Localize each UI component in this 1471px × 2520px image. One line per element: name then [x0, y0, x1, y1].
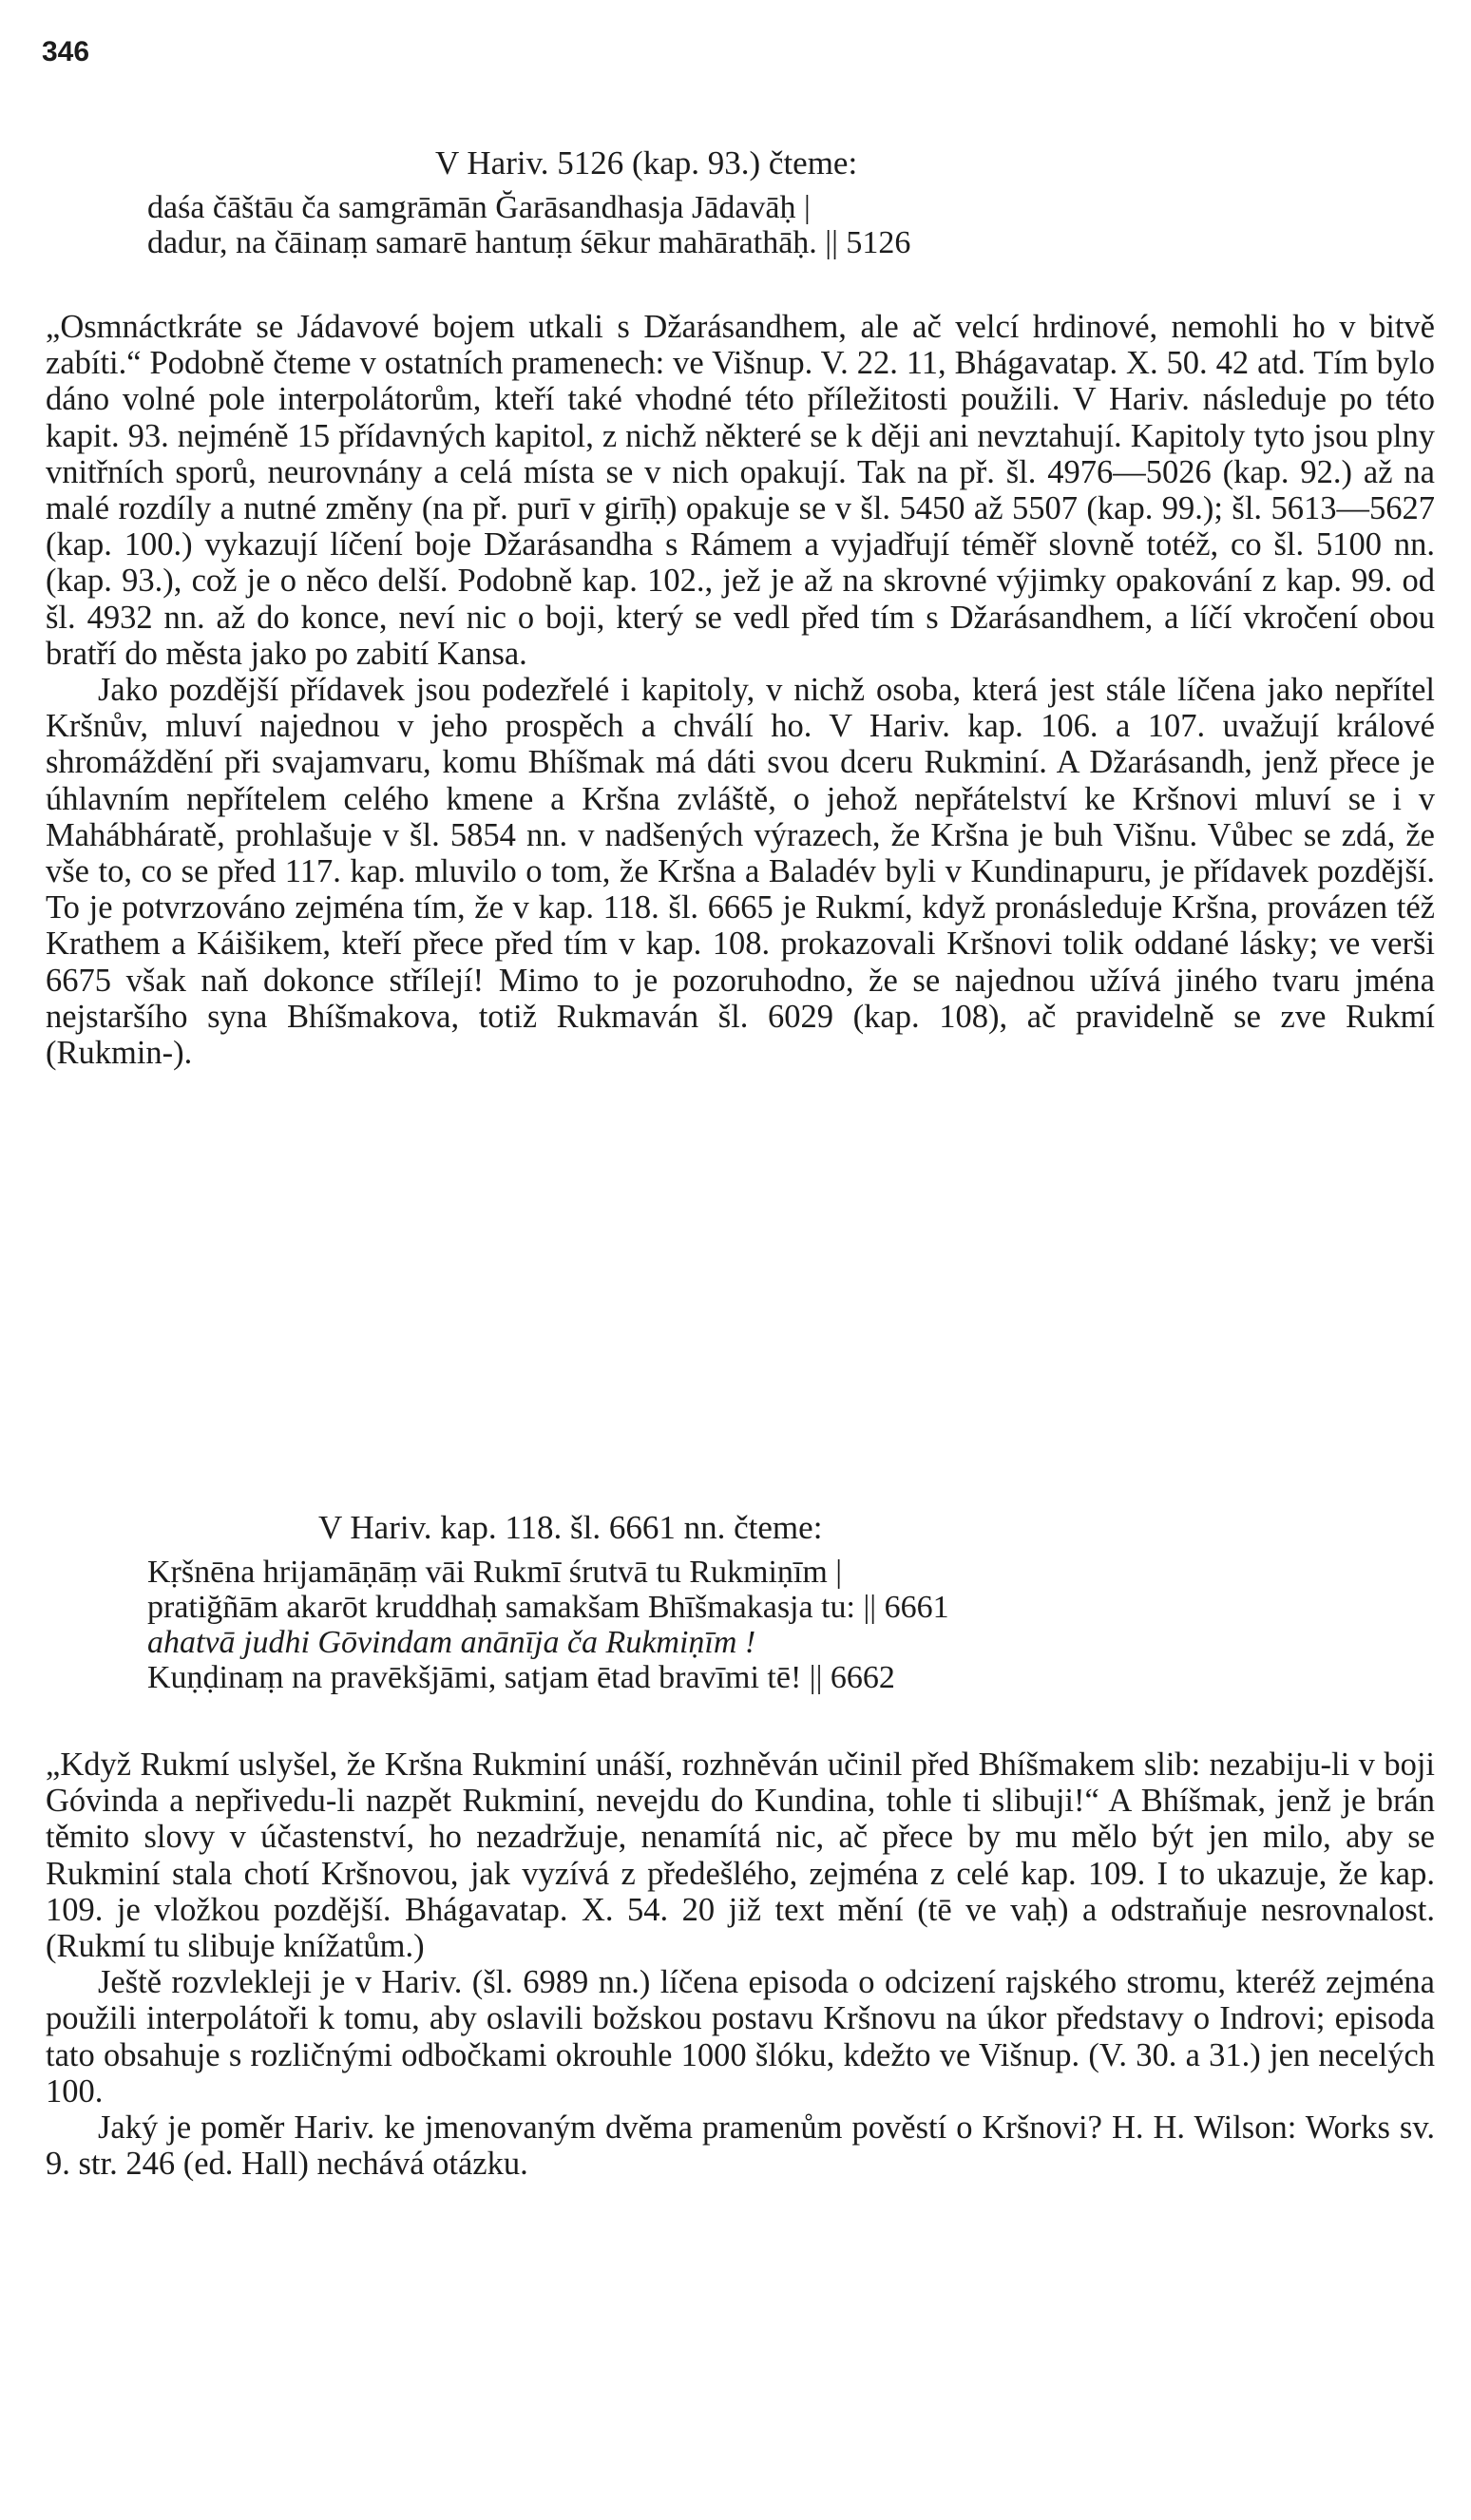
paragraph: Jako pozdější přídavek jsou podezřelé i kapitoly, v nichž osoba, která jest stále líčena jako nepřítel Kršnův, mluví najednou v jeho prospěch a chválí ho. V Hariv. kap. 106. a 107. uvažují králové shromáždění při svajamvaru, komu Bhíšmak má dáti svou dceru Rukminí. A Džarásandh, jenž přece je úhlavním nepřítelem celého kmene a Kršna zvláště, o jehož nepřátelství ke Kršnovi mluví se i v Mahábháratě, prohlašuje v šl. 5854 nn. v nadšených výrazech, že Kršna je buh Višnu. Vůbec se zdá, že vše to, co se před 117. kap. mluvilo o tom, že Kršna a Baladév byli v Kundinapuru, je přídavek pozdější. To je potvrzováno zejména tím, že v kap. 118. šl. 6665 je Rukmí, když pronásleduje Kršna, provázen též Krathem a Káišikem, kteří přece před tím v kap. 108. prokazovali Kršnovi tolik oddané lásky; ve verši 6675 však naň dokonce střílejí! Mimo to je pozoruhodno, že se najednou užívá jiného tvaru jména nejstaršího syna Bhíšmakova, totiž Rukmaván šl. 6029 (kap. 108), ač pravidelně se zve Rukmí (Rukmin-).: [46, 672, 1435, 1072]
verse-line: Kṛšnēna hrijamāṇāṃ vāi Rukmī śrutvā tu Rukmiṇīm |: [147, 1555, 843, 1590]
verse-block-1: [147, 190, 1411, 260]
verse-line: ahatvā judhi Gōvindam anānīja ča Rukmiṇīm !: [147, 1625, 756, 1660]
page-number: 346: [42, 36, 90, 67]
paragraph-block-1: [46, 309, 1435, 1071]
paragraph: „Osmnáctkráte se Jádavové bojem utkali s Džarásandhem, ale ač velcí hrdinové, nemohli ho v bitvě zabíti.“ Podobně čteme v ostatních pramenech: ve Višnup. V. 22. 11, Bhágavatap. X. 50. 42 atd. Tím bylo dáno volné pole interpolátorům, kteří také vhodné této příležitosti použili. V Hariv. následuje po této kapit. 93. nejméně 15 přídavných kapitol, z nichž některé se k ději ani nevztahují. Kapitoly tyto jsou plny vnitřních sporů, neurovnány a celá místa se v nich opakují. Tak na př. šl. 4976—5026 (kap. 92.) až na malé rozdíly a nutné změny (na př. purī v girīḥ) opakuje se v šl. 5450 až 5507 (kap. 99.); šl. 5613—5627 (kap. 100.) vykazují líčení boje Džarásandha s Rámem a vyjadřují téměř slovně totéž, co šl. 5100 nn. (kap. 93.), což je o něco delší. Podobně kap. 102., jež je až na skrovné výjimky opakování z kap. 99. od šl. 4932 nn. až do konce, neví nic o boji, který se vedl před tím s Džarásandhem, a líčí vkročení obou bratří do města jako po zabití Kansa.: [46, 309, 1435, 672]
verse-line: Kuṇḍinaṃ na pravēkšjāmi, satjam ētad bravīmi tē! || 6662: [147, 1660, 895, 1695]
paragraph: Jaký je poměr Hariv. ke jmenovaným dvěma pramenům pověstí o Kršnovi? H. H. Wilson: Works sv. 9. str. 246 (ed. Hall) nechává otázku.: [46, 2110, 1435, 2183]
verse-block-2: [147, 1555, 1411, 1695]
section-heading-2: V Hariv. kap. 118. šl. 6661 nn. čteme:: [318, 1509, 823, 1546]
paragraph: Ještě rozvlekleji je v Hariv. (šl. 6989 nn.) líčena episoda o odcizení rajského stromu, kteréž zejména použili interpolátoři k tomu, aby oslavili božskou postavu Kršnovu na úkor představy o Indrovi; episoda tato obsahuje s rozličnými odbočkami okrouhle 1000 šlóku, kdežto ve Višnup. (V. 30. a 31.) jen necelých 100.: [46, 1964, 1435, 2110]
section-heading-1: V Hariv. 5126 (kap. 93.) čteme:: [435, 144, 858, 181]
verse-line: dadur, na čāinaṃ samarē hantuṃ śēkur mahārathāḥ. || 5126: [147, 225, 911, 260]
paragraph-block-2: [46, 1747, 1435, 2182]
verse-line: daśa čāštāu ča samgrāmān Ğarāsandhasja Jādavāḥ |: [147, 190, 811, 225]
paragraph: „Když Rukmí uslyšel, že Kršna Rukminí unáší, rozhněván učinil před Bhíšmakem slib: nezabiju-li v boji Góvinda a nepřivedu-li nazpět Rukminí, nevejdu do Kundina, tohle ti slibuji!“ A Bhíšmak, jenž je brán těmito slovy v účastenství, ho nezadržuje, nenamítá nic, ač přece by mu mělo být jen milo, aby se Rukminí stala chotí Kršnovou, jak vyzívá z předešlého, zejména z celé kap. 109. I to ukazuje, že kap. 109. je vložkou pozdější. Bhágavatap. X. 54. 20 již text mění (tē ve vaḥ) a odstraňuje nesrovnalost. (Rukmí tu slibuje knížatům.): [46, 1747, 1435, 1965]
verse-line: pratiğñām akarōt kruddhaḥ samakšam Bhīšmakasja tu: || 6661: [147, 1590, 949, 1625]
